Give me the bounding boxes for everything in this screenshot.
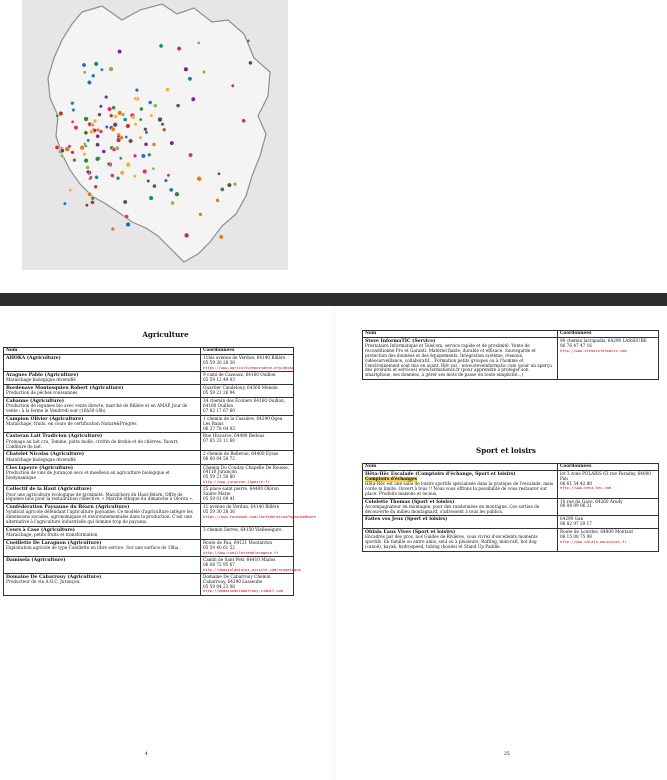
entry-name-cell — [4, 556, 201, 573]
map-marker[interactable] — [242, 119, 246, 123]
entry-name-cell — [363, 498, 558, 516]
map-marker[interactable] — [121, 113, 125, 117]
entry-address: 11bis avenue de Verdun, 64140 Billère — [203, 354, 286, 360]
map-view[interactable] — [22, 0, 288, 270]
agriculture-table — [3, 347, 317, 596]
entry-address: 9 cami de Cazeaux, 64160 Ouillon — [203, 371, 276, 377]
entry-name-cell — [4, 486, 201, 504]
table-row — [4, 573, 294, 595]
entry-name-cell — [4, 371, 201, 384]
entry-address: Rue Hiscarce, 64490 Bedous — [203, 433, 265, 439]
map-marker[interactable] — [162, 128, 166, 132]
map-marker[interactable] — [158, 117, 163, 122]
entry-phone: 05 59 40 61 52 — [203, 544, 235, 550]
entry-coords-cell — [201, 398, 294, 416]
entry-description: Maraîchage, fruits, en cours de certification Nature&Progrès — [6, 421, 137, 427]
map-marker[interactable] — [120, 136, 124, 140]
entry-description: Hêta-Hêc est une salle de loisirs sportifs spécialisée dans la pratique de l'escalade, mais corde ni limite. Ouvert à tous !! Nous vous offrons la possibilité de vous restaurer sur place. Produits maisons et locaux. — [365, 481, 554, 496]
map-marker[interactable] — [166, 88, 170, 92]
map-marker[interactable] — [84, 158, 89, 163]
map-marker[interactable] — [148, 101, 152, 105]
map-marker[interactable] — [176, 104, 180, 108]
map-marker[interactable] — [80, 145, 85, 150]
entry-address: 64290 Gan — [560, 516, 584, 522]
entry-name-cell — [4, 451, 201, 464]
entry-coords-cell — [201, 526, 294, 539]
map-marker[interactable] — [109, 114, 113, 118]
entry-name: Domaine De Cabarrouy (Agriculture) — [6, 574, 102, 580]
entry-phone: 07 65 33 11 60 — [203, 438, 235, 444]
map-marker[interactable] — [105, 125, 108, 128]
table-row — [4, 371, 294, 384]
map-marker[interactable] — [132, 116, 136, 120]
map-marker[interactable] — [85, 204, 88, 207]
table-row — [363, 470, 659, 498]
entry-description: Producteur de vin A.O.C. Jurançon. — [6, 579, 81, 585]
entry-name: Chatelet Nicolas (Agriculture) — [6, 452, 85, 458]
map-marker[interactable] — [69, 188, 72, 191]
table-row — [4, 526, 294, 539]
entry-coords-cell — [558, 470, 659, 498]
entry-link[interactable]: http://domainedecabarrouy.simdif.com — [203, 589, 283, 594]
map-marker[interactable] — [84, 117, 89, 122]
sport-table — [362, 463, 659, 552]
map-marker[interactable] — [117, 49, 121, 53]
map-marker[interactable] — [220, 187, 224, 191]
map-marker[interactable] — [144, 142, 148, 146]
entry-name: Bordenave Montesquieu Robert (Agriculture) — [6, 385, 124, 391]
entry-name-cell — [363, 337, 558, 379]
entry-name: Hêta-Hêc Escalade (Comptoirs d'échange, Sport et loisirs) — [365, 471, 516, 477]
map-marker[interactable] — [119, 157, 122, 160]
map-marker[interactable] — [128, 139, 132, 143]
entry-phone: 06 37 78 04 03 — [203, 425, 235, 431]
header-coords: Coordonnées — [558, 464, 659, 471]
map-marker[interactable] — [94, 185, 98, 189]
entry-link[interactable]: http://damiselamialos.wixsite.com/aromatique — [203, 567, 301, 572]
entry-link[interactable]: http://www.heta-hec.com — [560, 486, 612, 491]
entry-phone: 05 59 12 49 03 — [203, 376, 235, 382]
map-marker[interactable] — [134, 123, 137, 126]
entry-name-cell — [4, 433, 201, 451]
entry-description: Pour une agriculture écologique de proximité. Maraîchers du Haut-Béarn. Offre de légumes bios pour la restauration collective. « Marché éthique du dimanche à Oloron ». — [6, 491, 194, 502]
map-marker[interactable] — [216, 198, 220, 202]
header-name: Nom — [363, 464, 558, 471]
entry-name-cell — [363, 529, 558, 552]
table-row — [4, 354, 294, 371]
map-marker[interactable] — [107, 162, 110, 165]
entry-phone: 06 08 72 95 67 — [203, 561, 235, 567]
map-marker[interactable] — [120, 171, 125, 176]
entry-description: Accompagnateur en montagne, pour des randonnées en montagne. Ces sorties de découverte du milieu montagnard, s'adressent à tous les publics. — [365, 503, 540, 514]
map-marker[interactable] — [83, 142, 86, 145]
page-number: 4 — [145, 752, 148, 757]
entry-phone: 06 61 54 42 88 — [560, 480, 592, 486]
entry-coords-cell — [201, 464, 294, 486]
map-marker[interactable] — [87, 139, 90, 142]
map-marker[interactable] — [91, 74, 95, 78]
entry-name: Clos lapeyre (Agriculture) — [6, 465, 74, 471]
map-marker[interactable] — [63, 202, 66, 205]
map-marker[interactable] — [86, 170, 90, 174]
map-marker[interactable] — [202, 70, 205, 73]
document-page-right — [336, 306, 667, 780]
map-marker[interactable] — [59, 111, 64, 116]
entry-coords-cell — [201, 354, 294, 371]
entry-coords-cell — [558, 516, 659, 529]
entry-coords-cell — [201, 486, 294, 504]
map-marker[interactable] — [86, 166, 90, 170]
entry-phone: 05 59 30 28 36 — [203, 359, 235, 365]
map-marker[interactable] — [114, 115, 118, 119]
entry-name-cell — [4, 540, 201, 557]
map-marker[interactable] — [197, 41, 200, 44]
header-coords: Coordonnées — [558, 331, 659, 338]
entry-name-cell — [4, 384, 201, 397]
entry-phone: 06 82 97 29 17 — [560, 521, 592, 527]
map-marker[interactable] — [90, 130, 94, 134]
map-marker[interactable] — [248, 61, 252, 65]
map-marker[interactable] — [55, 145, 59, 149]
table-row — [4, 540, 294, 557]
entry-description: Production de vins de Jurançon secs et moelleux en agriculture biologique et biodynamique — [6, 469, 170, 480]
map-marker[interactable] — [93, 119, 97, 123]
table-row — [4, 504, 294, 527]
entry-description: Maraîchage, petits fruits et transformation — [6, 532, 98, 538]
map-marker[interactable] — [112, 148, 116, 152]
entry-link[interactable]: http://www.jurancon-lapeyre.fr — [203, 480, 270, 485]
entry-phone: 06 76 47 47 16 — [560, 342, 592, 348]
entry-name: Aragues Pablo (Agriculture) — [6, 372, 79, 378]
map-marker[interactable] — [100, 68, 103, 71]
map-marker[interactable] — [68, 145, 71, 148]
map-marker[interactable] — [171, 201, 175, 205]
service-table — [362, 330, 659, 380]
header-name: Nom — [363, 331, 558, 338]
entry-name: Faites vos Jeux (Sport et loisirs) — [365, 517, 448, 523]
map-marker[interactable] — [188, 153, 192, 157]
map-marker[interactable] — [96, 134, 100, 138]
entry-phone: 05 59 21 50 80 — [203, 474, 235, 480]
map-marker[interactable] — [74, 125, 78, 129]
map-marker[interactable] — [71, 150, 75, 154]
map-marker[interactable] — [83, 71, 86, 74]
entry-coords-cell — [201, 451, 294, 464]
entry-address: 10 rue du Gave, 64260 Arudy — [560, 498, 623, 504]
map-marker[interactable] — [107, 107, 111, 111]
map-marker[interactable] — [175, 192, 180, 197]
entry-address: Route de Lourdes, 64800 Montaut — [560, 529, 634, 535]
entry-description: Maraîchage biologique diversifié — [6, 377, 76, 383]
region-outline — [48, 4, 270, 262]
entry-name: Casteran Lait Tradicion (Agriculture) — [6, 434, 103, 440]
map-marker[interactable] — [99, 105, 102, 108]
table-header-row — [363, 464, 659, 471]
map-marker[interactable] — [199, 213, 203, 217]
entry-coords-cell — [558, 529, 659, 552]
entry-description: Encadrés par des pros, nos Guides de Rivières, vous vivrez d'excellents moments sportifs. En famille ou entre amis, seul ou à plusieurs, Rafting, mini-raft, hot dog (canoë), kayak, hydrospeed, tubing (bouée) et Stand Up Paddle. — [365, 534, 538, 550]
map-marker[interactable] — [150, 114, 153, 117]
map-marker[interactable] — [83, 152, 87, 156]
map-marker[interactable] — [147, 153, 151, 157]
entry-name: Confédération Paysanne du Béarn (Agriculture) — [6, 505, 130, 511]
map-marker[interactable] — [125, 215, 129, 219]
table-row — [4, 451, 294, 464]
entry-description: Exploitation agricole de type Cueillette en libre service. Sur une surface de 18ha. — [6, 545, 180, 551]
map-marker[interactable] — [60, 149, 64, 153]
entry-coords-cell — [201, 384, 294, 397]
entry-description: Production de pêches roussannes — [6, 390, 78, 396]
map-marker[interactable] — [70, 101, 74, 105]
map-marker[interactable] — [133, 154, 137, 158]
entry-description: Fromage au lait cru, Tomme, patte molle, crottin de brebis et de chèvres. Yaourt, Confiture de lait. — [6, 438, 179, 449]
table-row — [4, 486, 294, 504]
table-header-row — [4, 348, 294, 355]
map-marker[interactable] — [71, 120, 74, 123]
map-marker[interactable] — [231, 84, 234, 87]
map-marker[interactable] — [141, 154, 145, 158]
entry-name: Cueillette De Laragnon (Agriculture) — [6, 541, 102, 547]
entry-name-cell — [4, 464, 201, 486]
map-marker[interactable] — [145, 131, 148, 134]
entry-name-cell — [4, 504, 201, 527]
entry-address: 1 chemin de la Cassière, 64290 Ogeu Les Bains — [203, 416, 283, 426]
map-marker[interactable] — [113, 122, 118, 127]
entry-address: Domaine De Cabarrouy Chemin Cabarrouy, 64290 Lasseube — [203, 573, 271, 584]
map-marker[interactable] — [147, 179, 150, 182]
table-row — [363, 529, 659, 552]
map-marker[interactable] — [161, 123, 164, 126]
map-marker[interactable] — [152, 167, 155, 170]
map-marker[interactable] — [184, 233, 189, 238]
section-title-sport: Sport et loisirs — [476, 446, 536, 455]
entry-description: Maraîchage biologique diversifié — [6, 456, 76, 462]
entry-address: 34 chemin des Écoliers 64160 Ouillon, 64160 Ouillon — [203, 398, 286, 408]
map-marker[interactable] — [197, 176, 202, 181]
map-marker[interactable] — [116, 176, 120, 180]
entry-phone: 06 60 64 58 72 — [203, 456, 235, 462]
map-marker[interactable] — [139, 107, 143, 111]
entry-link[interactable]: https://www.agriculturepaysanne.org/ahoka — [203, 365, 295, 370]
entry-phone: 07 82 17 67 60 — [203, 407, 235, 413]
map-marker[interactable] — [91, 196, 95, 200]
map-marker[interactable] — [96, 143, 100, 147]
map-marker[interactable] — [170, 141, 174, 145]
map-marker[interactable] — [134, 97, 137, 100]
map-marker[interactable] — [88, 192, 92, 196]
map-marker[interactable] — [123, 118, 127, 122]
map-marker[interactable] — [167, 174, 170, 177]
entry-phone: 05 59 01 09 41 — [203, 495, 235, 501]
entry-name-cell — [4, 354, 201, 371]
entry-link[interactable]: http://www.steveinformatic.com — [560, 348, 627, 353]
map-marker[interactable] — [125, 135, 128, 138]
map-marker[interactable] — [191, 97, 195, 101]
section-title-agriculture: Agriculture — [142, 330, 189, 339]
entry-coords-cell — [558, 337, 659, 379]
entry-address: Quartier Candelouy, 64360 Monein — [203, 384, 278, 390]
map-marker[interactable] — [217, 172, 220, 175]
map-marker[interactable] — [109, 67, 114, 72]
entry-phone: 05 59 30 28 36 — [203, 509, 235, 515]
map-marker[interactable] — [177, 46, 181, 50]
entry-name-cell — [363, 516, 558, 529]
map-marker[interactable] — [139, 136, 143, 140]
entry-coords-cell — [201, 433, 294, 451]
table-row — [4, 433, 294, 451]
map-marker[interactable] — [95, 157, 100, 162]
map-marker[interactable] — [219, 235, 223, 239]
entry-name-cell — [4, 398, 201, 416]
entry-name: Colelette Thomas (Sport et loisirs) — [365, 499, 455, 505]
map-marker[interactable] — [90, 200, 94, 204]
map-marker[interactable] — [126, 124, 131, 129]
map-marker[interactable] — [188, 77, 192, 81]
table-row — [363, 498, 659, 516]
map-marker[interactable] — [123, 200, 127, 204]
map-marker[interactable] — [126, 162, 131, 167]
map-marker[interactable] — [133, 174, 136, 177]
map-marker[interactable] — [89, 176, 92, 179]
entry-name: Ohlala Eaux Vives (Sport et loisirs) — [365, 530, 456, 536]
table-row — [363, 516, 659, 529]
table-row — [4, 464, 294, 486]
map-marker[interactable] — [164, 179, 168, 183]
entry-name: Cours à Case (Agriculture) — [6, 527, 75, 533]
map-marker[interactable] — [247, 39, 250, 42]
entry-coords-cell — [201, 540, 294, 557]
map-marker[interactable] — [227, 183, 231, 187]
entry-coords-cell — [201, 556, 301, 573]
map-marker[interactable] — [184, 67, 189, 72]
entry-address: 25 place saint pierre, 64400 Oloron Sainte Marie — [203, 486, 279, 497]
map-marker[interactable] — [139, 118, 142, 121]
category-highlight: Comptoirs d'échanges — [365, 476, 418, 482]
entry-link[interactable]: http://www.cueillettedelaragnon.fr — [203, 550, 279, 555]
entry-address: 3 chemin Serres, 64150 Vielleségure — [203, 526, 282, 532]
entry-description: Prestataire Informatique et Telecom, service rapide et de proximité. Vente de reconditionné Pro et Garanti. Matériel fiable, durable et efficace. Sauvegarde et protection des données et des équipements. Intégration système, réseaux, vidéosurveillance, collaboratif... Formation petits groupes ou à l'homme et l'environnement sont mis en avant. Rdv sur : www.steveinformatic.com (pour un aperçu des produits et services) www.formationIx.fr (pour apprendre à protéger son smartphone, ses données, à gérer ses mots de passe en toute simplicité...) — [365, 343, 552, 378]
entry-address: 2 chemin de Bellevue, 64400 Eysus — [203, 451, 279, 457]
entry-name-cell — [4, 416, 201, 433]
entry-coords-cell — [201, 371, 294, 384]
map-marker[interactable] — [135, 88, 139, 92]
entry-name: Collectif de la Haut (Agriculture) — [6, 487, 92, 493]
map-marker[interactable] — [233, 182, 237, 186]
map-marker[interactable] — [112, 106, 116, 110]
map-marker[interactable] — [73, 158, 77, 162]
page-number: 25 — [504, 752, 510, 757]
entry-phone: 05 59 04 23 08 — [203, 583, 235, 589]
map-marker[interactable] — [87, 80, 91, 84]
entry-coords-cell — [201, 573, 294, 595]
entry-name-cell — [4, 573, 201, 595]
map-marker[interactable] — [84, 131, 88, 135]
map-marker[interactable] — [94, 62, 99, 67]
entry-phone: 06 15 08 75 98 — [560, 533, 592, 539]
entry-name: Steve InformaTIC (Service) — [365, 338, 436, 344]
viewer-separator-band — [0, 293, 667, 306]
map-marker[interactable] — [56, 114, 59, 117]
map-marker[interactable] — [95, 175, 99, 179]
map-marker[interactable] — [159, 44, 163, 48]
entry-link[interactable]: http://www.ohlala-eauxvives.fr — [560, 539, 627, 544]
map-marker[interactable] — [153, 104, 157, 108]
map-marker[interactable] — [149, 196, 154, 201]
entry-address: 11 avenue de Verdun, 64140 Billère — [203, 504, 280, 510]
map-marker[interactable] — [99, 130, 103, 134]
entry-coords-cell — [201, 504, 317, 527]
entry-coords-cell — [201, 416, 294, 433]
entry-address: Route de Pau, 64121 Montardon — [203, 540, 273, 546]
department-map — [22, 0, 288, 270]
map-marker[interactable] — [152, 142, 156, 146]
entry-address: Camin de Sant Petr, 64410 Mialos — [203, 556, 276, 562]
entry-name: AHOKA (Agriculture) — [6, 355, 61, 361]
entry-phone: 05 59 21 26 94 — [203, 389, 235, 395]
entry-name: Damisela (Agriculture) — [6, 557, 66, 563]
entry-link[interactable]: https://www.facebook.com/ConfederationPaysanneBearn — [203, 514, 317, 519]
map-marker[interactable] — [104, 95, 108, 99]
table-row — [4, 556, 294, 573]
entry-description: Production de légumes bio avec vente directe, marché de Billère et en AMAP. Jour de vente : à la ferme le Vendredi soir (16h30-18h) — [6, 403, 188, 414]
entry-address: Chemin Du Couday Chapelle De Rousse, 64110 Jurançon — [203, 464, 290, 475]
entry-address: 90 chemin larrapadis, 64290 LASSEUBE — [560, 337, 647, 343]
map-marker[interactable] — [111, 127, 115, 131]
map-marker[interactable] — [91, 123, 95, 127]
entry-name: Cabanne (Agriculture) — [6, 399, 64, 405]
map-marker[interactable] — [142, 169, 147, 174]
map-marker[interactable] — [72, 108, 75, 111]
map-marker[interactable] — [111, 227, 115, 231]
table-row — [363, 337, 659, 379]
entry-name-cell — [4, 526, 201, 539]
entry-address: lot 3 zone POLARIS 63 rue Faraday, 64000 Pau — [560, 470, 651, 481]
entry-name: Campion Olivier (Agriculture) — [6, 417, 84, 422]
entry-coords-cell — [558, 498, 659, 516]
map-marker[interactable] — [110, 174, 114, 178]
table-header-row — [363, 331, 659, 338]
map-marker[interactable] — [102, 150, 106, 154]
table-row — [4, 384, 294, 397]
entry-phone: 06 08 99 06 31 — [560, 503, 592, 509]
header-name: Nom — [4, 348, 201, 355]
map-area — [0, 0, 667, 293]
header-coords: Coordonnées — [201, 348, 294, 355]
table-row — [4, 398, 294, 416]
map-marker[interactable] — [169, 188, 173, 192]
map-marker[interactable] — [82, 63, 86, 67]
document-page-left — [0, 306, 331, 780]
entry-description: Syndicat agricole défendant l'agriculture paysanne. Ce modèle d'agriculture intègre les dimensions sociales, agronomiques et environnementales dans la production. C'est une alternative à l'agriculture industrielle qui domine trop de paysans. — [6, 509, 193, 525]
map-marker[interactable] — [126, 222, 131, 227]
entry-name-cell — [363, 470, 558, 498]
map-marker[interactable] — [152, 184, 156, 188]
map-marker[interactable] — [60, 154, 63, 157]
table-row — [4, 416, 294, 433]
map-marker[interactable] — [98, 113, 102, 117]
